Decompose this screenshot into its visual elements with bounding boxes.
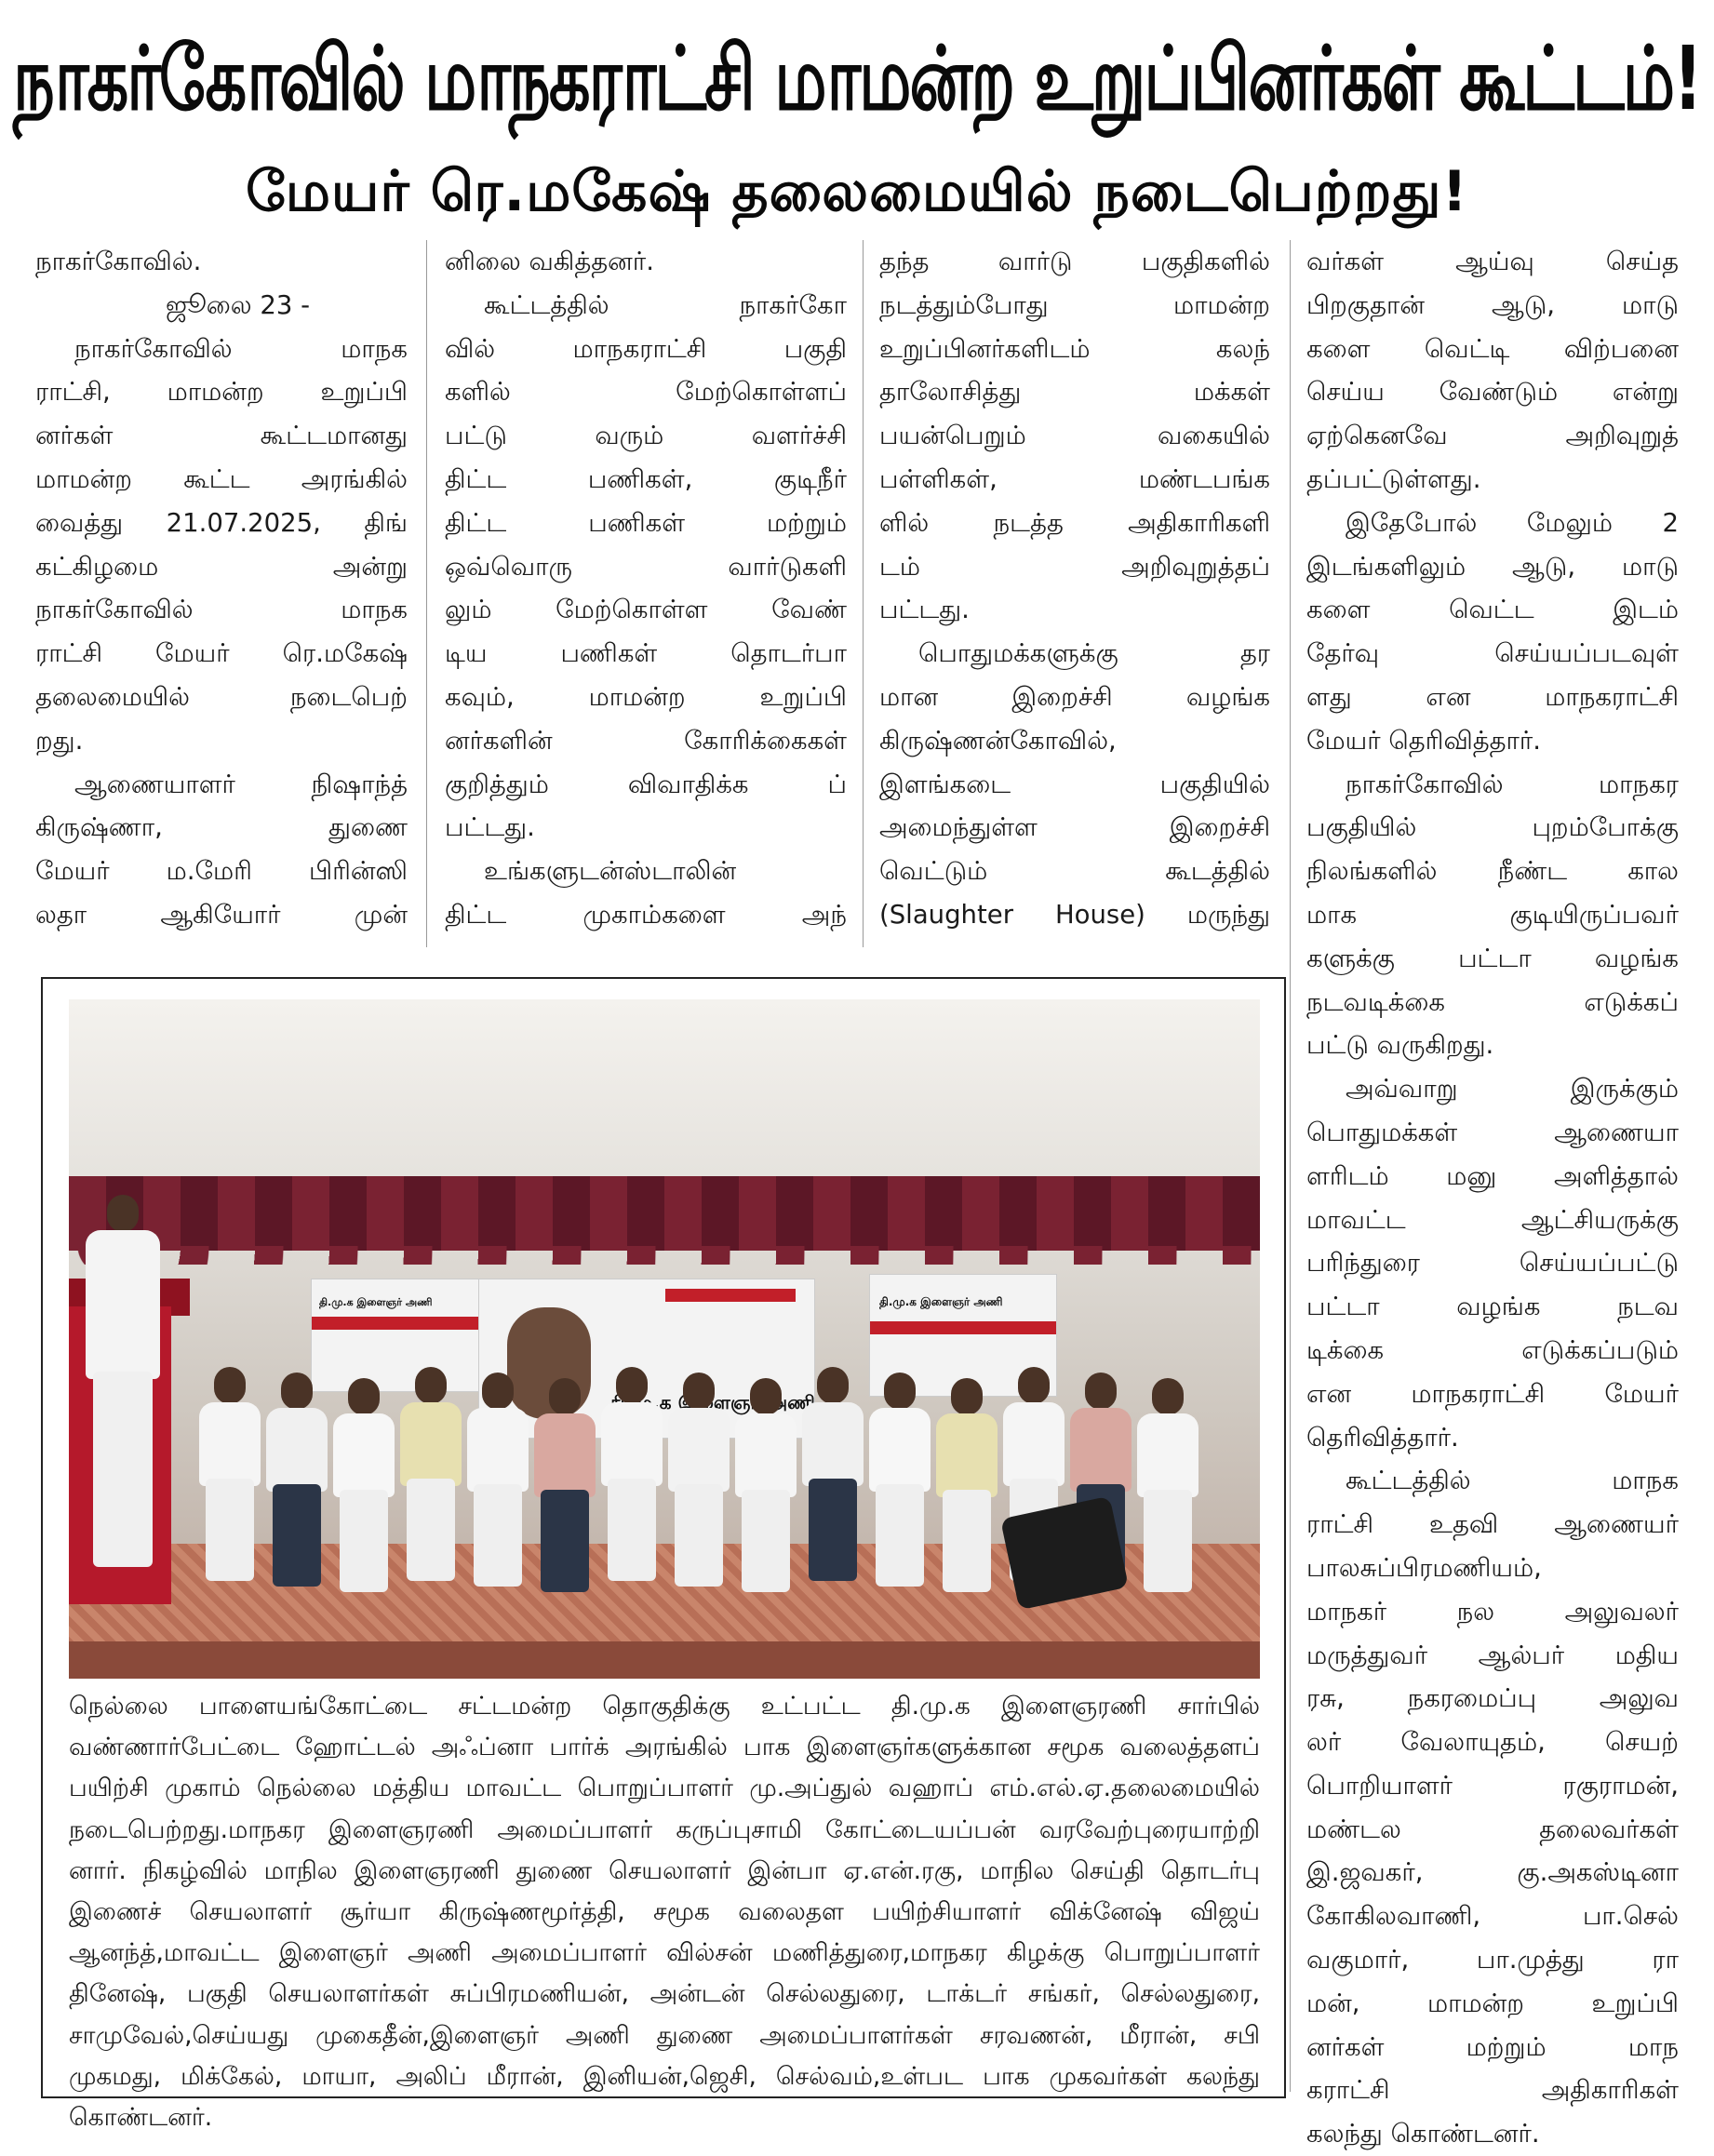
event-photo — [69, 999, 1260, 1679]
article-line: வைத்து 21.07.2025, திங் — [35, 507, 408, 538]
seated-person — [199, 1367, 261, 1581]
article-line: பகுதியில் புறம்போக்கு — [1306, 812, 1679, 843]
seated-person — [869, 1373, 931, 1587]
article-line: கராட்சி அதிகாரிகள் — [1306, 2075, 1679, 2106]
article-line: என மாநகராட்சி மேயர் — [1306, 1378, 1679, 1409]
article-line: மேயர் ம.மேரி பிரின்ஸி — [35, 856, 408, 887]
article-line: ஜூலை 23 - — [166, 289, 311, 320]
caption-line: னார். நிகழ்வில் மாநில இளைஞரணி துணை செயலாளர் இன்பா ஏ.என்.ரகு, மாநில செய்தி தொடர்பு — [69, 1855, 1260, 1885]
column-divider — [1290, 240, 1291, 2092]
article-line: மருத்துவர் ஆல்பர் மதிய — [1306, 1640, 1679, 1670]
article-line: றது. — [35, 725, 84, 756]
article-line: திட்ட பணிகள், குடிநீர் — [445, 463, 847, 494]
article-line: பள்ளிகள், மண்டபங்க — [879, 463, 1270, 494]
article-line: உறுப்பினர்களிடம் கலந் — [879, 333, 1270, 364]
article-line: கிருஷ்ணா, துணை — [35, 812, 408, 843]
article-line: பொதுமக்களுக்கு தர — [918, 638, 1270, 669]
article-line: வெட்டும் கூடத்தில் — [879, 856, 1270, 887]
article-line: டம் அறிவுறுத்தப் — [879, 551, 1270, 582]
banner-center-title: இளைஞர் அணி — [677, 1391, 815, 1413]
sub-headline: மேயர் ரெ.மகேஷ் தலைமையில் நடைபெற்றது! — [246, 159, 1468, 224]
article-line: இ.ஜவகர், கு.அகஸ்டினா — [1306, 1857, 1679, 1888]
article-line: பொறியாளர் ரகுராமன், — [1306, 1770, 1679, 1801]
article-line: நாகர்கோவில் மாநக — [74, 333, 408, 364]
article-line: ராட்சி, மாமன்ற உறுப்பி — [35, 377, 408, 408]
column-divider — [863, 240, 864, 947]
article-line: கோகிலவாணி, பா.செல் — [1306, 1901, 1679, 1932]
article-line: வர்கள் ஆய்வு செய்த — [1306, 247, 1679, 276]
article-line: பயன்பெறும் வகையில் — [879, 421, 1270, 451]
article-line: திட்ட முகாம்களை அந் — [445, 899, 847, 930]
article-line: மான இறைச்சி வழங்க — [879, 681, 1270, 712]
banner-right-title: தி.மு.க இளைஞர் அணி — [879, 1295, 1003, 1308]
article-line: இளங்கடை பகுதியில் — [879, 769, 1270, 799]
stage-curtain — [69, 1176, 1260, 1251]
caption-line: நெல்லை பாளையங்கோட்டை சட்டமன்ற தொகுதிக்கு உட்பட்ட தி.மு.க இளைஞரணி சார்பில் — [69, 1692, 1260, 1721]
seated-person — [400, 1367, 462, 1581]
article-column-4 — [1306, 240, 1679, 2156]
seated-person — [467, 1373, 529, 1587]
ceiling — [69, 999, 1260, 1185]
article-line: அமைந்துள்ள இறைச்சி — [879, 812, 1270, 843]
article-line: கலந்து கொண்டனர். — [1306, 2119, 1540, 2149]
article-line: களில் மேற்கொள்ளப் — [445, 377, 847, 408]
article-line: மாக குடியிருப்பவர் — [1306, 899, 1679, 930]
caption-line: தினேஷ், பகுதி செயலாளர்கள் சுப்பிரமணியன், அன்டன் செல்லதுரை, டாக்டர் சங்கர், செல்லதுரை, — [69, 1979, 1260, 2009]
seated-person — [534, 1378, 596, 1592]
seated-person — [735, 1378, 797, 1592]
article-line: தாலோசித்து மக்கள் — [879, 377, 1270, 408]
article-line: நாகர்கோவில் மாநக — [35, 595, 408, 625]
article-line: மாமன்ற கூட்ட அரங்கில் — [35, 463, 408, 494]
article-line: களை வெட்டி விற்பனை — [1306, 333, 1679, 364]
seated-person — [601, 1367, 663, 1581]
article-line: னர்களின் கோரிக்கைகள் — [445, 725, 847, 756]
article-line: களுக்கு பட்டா வழங்க — [1306, 943, 1679, 973]
banner-left-title: தி.மு.க இளைஞர் அணி — [319, 1296, 433, 1308]
caption-line: பயிற்சி முகாம் நெல்லை மத்திய மாவட்ட பொறுப்பாளர் மு.அப்துல் வஹாப் எம்.எல்.ஏ.தலைமையில் — [69, 1774, 1260, 1803]
article-line: வில் மாநகராட்சி பகுதி — [445, 333, 847, 364]
caption-line: இணைச் செயலாளர் சூர்யா கிருஷ்ணமூர்த்தி, சமூக வலைதள பயிற்சியாளர் விக்னேஷ் விஜய் — [69, 1896, 1260, 1926]
article-line: பிறகுதான் ஆடு, மாடு — [1306, 289, 1679, 320]
seated-person — [936, 1378, 998, 1592]
caption-line: ஆனந்த்,மாவட்ட இளைஞர் அணி அமைப்பாளர் வில்சன் மணித்துரை,மாநகர கிழக்கு பொறுப்பாளர் — [69, 1938, 1260, 1968]
article-line: தந்த வார்டு பகுதிகளில் — [879, 247, 1270, 276]
article-line: நாகர்கோவில் மாநகர — [1346, 769, 1679, 799]
article-column-3 — [879, 240, 1270, 937]
article-line: செய்ய வேண்டும் என்று — [1306, 377, 1679, 408]
article-column-2 — [445, 240, 847, 937]
article-column-1 — [35, 240, 408, 937]
article-line: ளரிடம் மனு அளித்தால் — [1306, 1160, 1679, 1191]
curtain-drape — [69, 1246, 1260, 1265]
article-line: மன், மாமன்ற உறுப்பி — [1306, 1988, 1679, 2018]
article-line: லர் வேலாயுதம், செயற் — [1306, 1727, 1679, 1758]
article-line: மண்டல தலைவர்கள் — [1306, 1814, 1679, 1844]
seated-person — [802, 1367, 864, 1581]
article-line: கவும், மாமன்ற உறுப்பி — [445, 681, 847, 712]
article-line: தேர்வு செய்யப்படவுள் — [1306, 638, 1679, 669]
article-line: நிலங்களில் நீண்ட கால — [1306, 856, 1679, 887]
article-line: மாவட்ட ஆட்சியருக்கு — [1306, 1204, 1679, 1235]
column-divider — [426, 240, 427, 947]
photo-box — [41, 977, 1286, 2132]
article-line: நடவடிக்கை எடுக்கப் — [1306, 986, 1679, 1017]
article-line: திட்ட பணிகள் மற்றும் — [445, 507, 847, 538]
article-line: பாலசுப்பிரமணியம், — [1306, 1552, 1542, 1583]
article-line: குறித்தும் விவாதிக்க ப் — [445, 769, 847, 799]
stage-front — [69, 1641, 1260, 1679]
article-line: னர்கள் மற்றும் மாந — [1306, 2031, 1679, 2062]
article-line: ரசு, நகரமைப்பு அலுவ — [1306, 1683, 1679, 1714]
main-headline: நாகர்கோவில் மாநகராட்சி மாமன்ற உறுப்பினர்கள் கூட்டம்! — [13, 26, 1701, 130]
article-line: ஆணையாளர் நிஷாந்த் — [74, 769, 408, 799]
article-line: ராட்சி உதவி ஆணையர் — [1306, 1509, 1679, 1540]
article-line: உங்களுடன்ஸ்டாலின் — [484, 856, 737, 887]
article-line: கிருஷ்ணன்கோவில், — [879, 725, 1117, 756]
article-line: வகுமார், பா.முத்து ரா — [1306, 1945, 1679, 1975]
article-line: மாநகர் நல அலுவலர் — [1306, 1596, 1679, 1627]
article-line: கூட்டத்தில் நாகர்கோ — [484, 289, 847, 320]
article-line: பட்டு வருகிறது. — [1306, 1030, 1494, 1061]
article-line: லதா ஆகியோர் முன் — [35, 899, 408, 930]
article-line: பட்டது. — [879, 595, 970, 625]
caption-line: வண்ணார்பேட்டை ஹோட்டல் அஃப்னா பார்க் அரங்கில் பாக இளைஞர்களுக்கான சமூக வலைத்தளப் — [69, 1733, 1260, 1762]
article-line: னிலை வகித்தனர். — [445, 247, 654, 276]
article-line: பட்டு வரும் வளர்ச்சி — [445, 421, 847, 451]
article-line: இதேபோல் மேலும் 2 — [1346, 507, 1679, 538]
article-line: லும் மேற்கொள்ள வேண் — [445, 595, 847, 625]
seated-person — [333, 1378, 395, 1592]
article-line: மேயர் தெரிவித்தார். — [1306, 725, 1542, 756]
article-line: ஏற்கெனவே அறிவுறுத் — [1306, 421, 1679, 451]
article-line: டிய பணிகள் தொடர்பா — [445, 638, 847, 669]
article-line: பட்டது. — [445, 812, 535, 843]
article-line: நாகர்கோவில். — [35, 247, 202, 276]
article-line: ளது என மாநகராட்சி — [1306, 681, 1679, 712]
article-line: ராட்சி மேயர் ரெ.மகேஷ் — [35, 638, 408, 669]
photo-caption — [69, 1686, 1260, 2138]
article-line: (Slaughter House) மருந்து — [879, 899, 1270, 930]
article-line: பொதுமக்கள் ஆணையா — [1306, 1117, 1679, 1147]
article-line: பரிந்துரை செய்யப்பட்டு — [1306, 1248, 1679, 1279]
speaker-person — [86, 1195, 160, 1567]
article-line: நடத்தும்போது மாமன்ற — [879, 289, 1270, 320]
article-line: னர்கள் கூட்டமானது — [35, 421, 408, 451]
article-line: கட்கிழமை அன்று — [35, 551, 408, 582]
article-line: தப்பட்டுள்ளது. — [1306, 463, 1481, 494]
article-line: தலைமையில் நடைபெற் — [35, 681, 408, 712]
article-line: அவ்வாறு இருக்கும் — [1346, 1074, 1679, 1105]
seated-person — [1137, 1378, 1198, 1592]
caption-line: முகமது, மிக்கேல், மாயா, அலிப் மீரான், இனியன்,ஜெசி, செல்வம்,உள்பட பாக முகவர்கள் கலந்து — [69, 2061, 1260, 2091]
article-line: ஒவ்வொரு வார்டுகளி — [445, 551, 847, 582]
caption-line: சாமுவேல்,செய்யது முகைதீன்,இளைஞர் அணி துணை அமைப்பாளர்கள் சரவணன், மீரான், சபி — [69, 2020, 1260, 2050]
article-line: தெரிவித்தார். — [1306, 1422, 1459, 1453]
article-line: டிக்கை எடுக்கப்படும் — [1306, 1334, 1679, 1365]
article-line: களை வெட்ட இடம் — [1306, 595, 1679, 625]
article-line: பட்டா வழங்க நடவ — [1306, 1292, 1679, 1322]
seated-person — [668, 1373, 730, 1587]
article-line: கூட்டத்தில் மாநக — [1346, 1466, 1679, 1496]
caption-line: கொண்டனர். — [69, 2102, 213, 2132]
article-line: ளில் நடத்த அதிகாரிகளி — [879, 507, 1270, 538]
seated-person — [266, 1373, 328, 1587]
caption-line: நடைபெற்றது.மாநகர இளைஞரணி அமைப்பாளர் கருப்புசாமி கோட்டையப்பன் வரவேற்புரையாற்றி — [69, 1815, 1260, 1844]
article-line: இடங்களிலும் ஆடு, மாடு — [1306, 551, 1679, 582]
